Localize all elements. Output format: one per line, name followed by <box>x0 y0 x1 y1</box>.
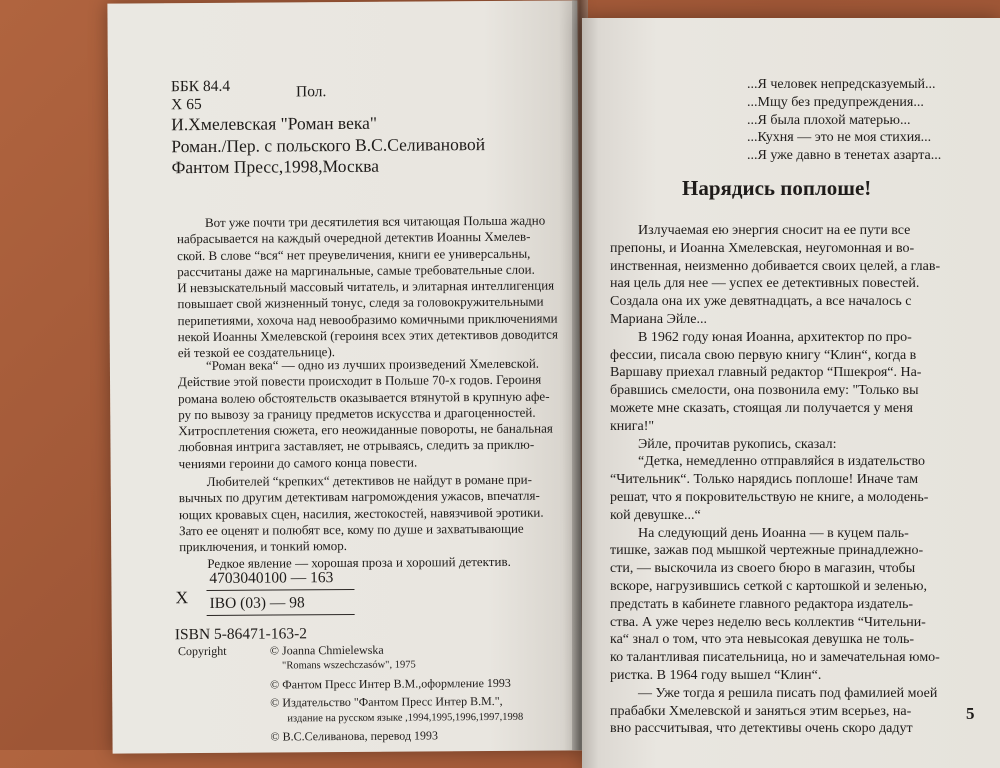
text-line: вно рассчитывая, что детективы очень скоро дадут <box>610 721 913 737</box>
text-line: “Роман века“ — одно из лучших произведений Хмелевской. <box>205 355 540 373</box>
text-line: ка“ знал о том, что эта невысокая девушка не толь- <box>610 632 915 648</box>
chapter-body <box>610 222 940 738</box>
text-line: бравшись смелости, она позвонила ему: "Только вы <box>610 383 919 399</box>
text-line: чениями героини до самого конца повести. <box>178 454 418 471</box>
text-line: На следующий день Иоанна — в куцем паль- <box>638 525 909 541</box>
bbk-code: ББК 84.4 <box>170 77 231 96</box>
text-line: решат, что я покровительствую не книге, а молодень- <box>610 489 929 505</box>
text-line: прабабки Хмелевской и заняться этим всерьез, на- <box>610 703 912 719</box>
text-line: ства. А уже через неделю весь коллектив “Чительни- <box>610 614 926 630</box>
text-line: инственная, неизменно добивается своих целей, а глав- <box>610 258 941 274</box>
copyright-label: Copyright <box>177 643 227 659</box>
text-line: Редкое явление — хорошая проза и хороший детектив. <box>207 553 511 571</box>
annotation-paragraph-2 <box>178 356 553 473</box>
text-line: “Чительник“. Только нарядись поплоше! Иначе там <box>610 472 919 488</box>
isbn: ISBN 5-86471-163-2 <box>174 625 308 644</box>
epigraph-block <box>747 76 941 165</box>
text-line: Эйле, прочитав рукопись, сказал: <box>638 436 837 452</box>
text-line: перипетиями, хохоча над невообразимо комичными приключениями <box>177 310 558 328</box>
text-line: Варшаву приехал главный редактор “Пшекроя“. На- <box>610 365 922 381</box>
annotation-paragraph-1 <box>177 213 558 362</box>
text-line: предстать в кабинете главного редактора издатель- <box>610 596 914 612</box>
copyright-line-4: © Издательство "Фантом Пресс Интер В.М.", <box>270 693 503 710</box>
formula-underline <box>207 614 355 616</box>
text-line: кой девушке...“ <box>610 507 701 523</box>
text-line: фессии, писала свою первую книгу “Клин“, когда в <box>610 347 917 363</box>
text-line: ской. В слове “вся“ нет преувеличения, книги ее универсальны, <box>177 245 531 263</box>
text-line: романа волею обстоятельств оказывается втянутой в крупную афе- <box>178 388 550 406</box>
text-line: “Детка, немедленно отправляйся в издательство <box>638 454 926 470</box>
bbk-pol: Пол. <box>295 83 327 101</box>
text-line: В 1962 году юная Иоанна, архитектор по про- <box>638 329 912 345</box>
formula-numerator: 4703040100 — 163 <box>209 569 334 587</box>
text-line: И невзыскательный массовый читатель, и элитарная интеллигенция <box>177 277 555 296</box>
text-line: повышает свой жизненный тонус, следя за головокружительными <box>177 294 544 312</box>
text-line: книга!" <box>610 418 655 434</box>
text-line: Вот уже почти три десятилетия вся читающая Польша жадно <box>204 212 546 230</box>
translation-line: Роман./Пер. с польского В.С.Селивановой <box>171 134 486 157</box>
text-line: ...Кухня — это не моя стихия... <box>747 130 932 146</box>
text-line: ...Мщу без предупреждения... <box>747 94 924 110</box>
text-line: ей тезкой ее создательнице). <box>177 344 336 361</box>
text-line: некой Иоанны Хмелевской (героиня всех этих детективов доводится <box>177 326 558 345</box>
copyright-line-5: издание на русском языке ,1994,1995,1996,1997,1998 <box>287 711 524 725</box>
text-line: ющих кровавых сцен, насилия, жестокостей, навязчивой эротики. <box>178 504 544 522</box>
text-line: тишке, зажав под мышкой чертежные принадлежно- <box>610 543 924 559</box>
copyright-line-6: © В.С.Селиванова, перевод 1993 <box>270 728 439 744</box>
text-line: можете мне сказать, стоящая ли получается у меня <box>610 400 913 416</box>
text-line: ...Я была плохой матерью... <box>747 112 911 128</box>
text-line: Создала она их уже девятнадцать, а все началось с <box>610 294 912 310</box>
text-line: препоны, и Иоанна Хмелевская, неугомонная и во- <box>610 240 915 256</box>
text-line: вскоре, нагрузившись сеткой с картошкой и зеленью, <box>610 578 928 594</box>
copyright-line-3: © Фантом Пресс Интер В.М.,оформление 1993 <box>270 675 511 692</box>
text-line: сти, — выскочила из своего бюро в магазин, чтобы <box>610 561 916 577</box>
author-title: И.Хмелевская "Роман века" <box>171 112 378 135</box>
text-line: Хитросплетения сюжета, его неожиданные повороты, не банальная <box>178 420 553 439</box>
text-line: рассчитаны даже на маргинальные, самые требовательные слои. <box>177 261 535 280</box>
left-page <box>107 0 582 753</box>
text-line: вычных по другим детективам нагромождения ужасов, впечатля- <box>178 487 540 506</box>
text-line: набрасывается на каждый очередной детектив Иоанны Хмелев- <box>176 228 531 247</box>
text-line: Мариана Эйле... <box>610 311 708 327</box>
formula-x: Х <box>175 587 189 608</box>
copyright-line-2: "Romans wszechczasów", 1975 <box>281 659 416 672</box>
formula-denominator: IBO (03) — 98 <box>209 594 305 612</box>
text-line: ру по вывозу за границу предметов искусства и драгоценностей. <box>178 404 536 423</box>
annotation-paragraph-3 <box>179 472 544 556</box>
page-number: 5 <box>966 704 975 723</box>
text-line: Действие этой повести происходит в Польше 70-х годов. Героиня <box>177 371 542 390</box>
text-line: ...Я человек непредсказуемый... <box>747 77 936 92</box>
text-line: любовная интрига заставляет, не отрываясь, следить за приклю- <box>178 437 535 455</box>
text-line: — Уже тогда я решила писать под фамилией моей <box>638 685 938 701</box>
text-line: ...Я уже давно в тенетах азарта... <box>747 148 942 164</box>
text-line: ная цель для нее — успех ее детективных повестей. <box>610 276 920 292</box>
formula-fraction-line <box>206 589 354 591</box>
text-line: ристка. В 1964 году вышел “Клин“. <box>610 667 822 683</box>
right-page <box>582 18 1000 768</box>
publisher-line: Фантом Пресс,1998,Москва <box>171 155 380 178</box>
text-line: Зато ее оценят и полюбят все, кому по душе и захватывающие <box>179 520 524 539</box>
text-line: ко талантливая писательница, но и замечательная юмо- <box>610 650 940 666</box>
chapter-title: Нарядись поплоше! <box>682 176 872 200</box>
text-line: Любителей “крепких“ детективов не найдут в романе при- <box>206 471 532 489</box>
x65-code: Х 65 <box>171 95 202 114</box>
text-line: приключения, и тонкий юмор. <box>179 538 348 555</box>
text-line: Излучаемая ею энергия сносит на ее пути все <box>638 223 911 238</box>
copyright-line-1: © Joanna Chmielewska <box>269 642 384 658</box>
